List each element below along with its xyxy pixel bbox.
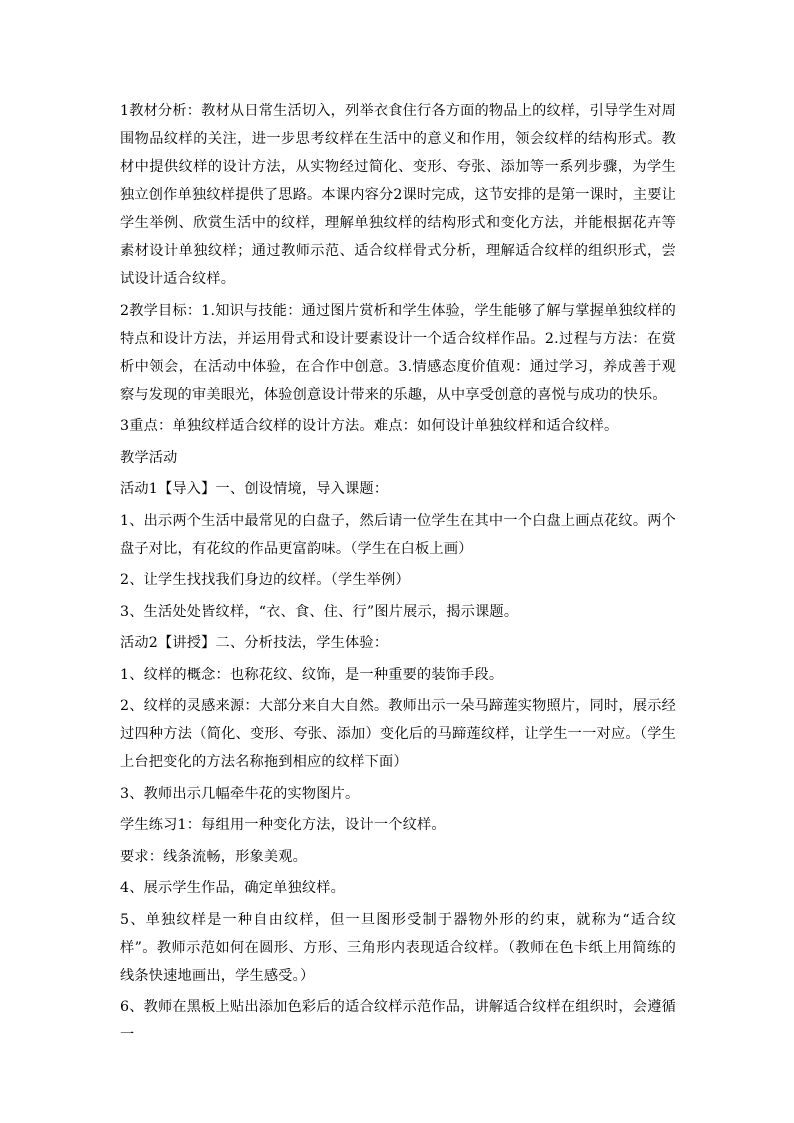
paragraph-teaching-material-analysis: 1教材分析：教材从日常生活切入，列举衣食住行各方面的物品上的纹样，引导学生对周围物品纹样的关注，进一步思考纹样在生活中的意义和作用，领会纹样的结构形式。教材中提供纹样的设计方法，从实物经过简化、变形、夸张、添加等一系列步骤，为学生独立创作单独纹样提供了思路。本课内容分2课时完成，这节安排的是第一课时，主要让学生举例、欣赏生活中的纹样，理解单独纹样的结构形式和变化方法，并能根据花卉等素材设计单独纹样；通过教师示范、适合纹样骨式分析，理解适合纹样的组织形式，尝试设计适合纹样。: [120, 103, 676, 287]
list-item: 1、出示两个生活中最常见的白盘子，然后请一位学生在其中一个白盘上画点花纹。两个盘子对比，有花纹的作品更富韵味。（学生在白板上画）: [120, 512, 676, 557]
heading-activity-1: 活动1【导入】一、创设情境，导入课题：: [120, 481, 389, 497]
lesson-plan-body: [120, 97, 676, 1053]
heading-activity-2: 活动2【讲授】二、分析技法，学生体验：: [120, 635, 389, 651]
list-item: 2、让学生找找我们身边的纹样。（学生举例）: [120, 572, 410, 588]
list-item: 3、教师出示几幅牵牛花的实物图片。: [120, 785, 360, 802]
student-exercise: 学生练习1：每组用一种变化方法，设计一个纹样。: [120, 817, 446, 833]
list-item: 5、单独纹样是一种自由纹样，但一旦图形受制于器物外形的约束，就称为“适合纹样”。教师示范如何在圆形、方形、三角形内表现适合纹样。（教师在色卡纸上用简练的线条快速地画出，学生感受。）: [120, 911, 676, 984]
list-item: 6、教师在黑板上贴出添加色彩后的适合纹样示范作品，讲解适合纹样在组织时，会遵循一: [120, 999, 676, 1043]
list-item: 3、生活处处皆纹样，“衣、食、住、行”图片展示，揭示课题。: [120, 603, 519, 620]
heading-teaching-activities: 教学活动: [120, 449, 178, 466]
paragraph-key-points: 3重点：单独纹样适合纹样的设计方法。难点：如何设计单独纹样和适合纹样。: [120, 418, 619, 434]
list-item: 2、纹样的灵感来源：大部分来自大自然。教师出示一朵马蹄莲实物照片，同时，展示经过四种方法（简化、变形、夸张、添加）变化后的马蹄莲纹样，让学生一一对应。（学生上台把变化的方法名称拖到相应的纹样下面）: [120, 698, 676, 770]
list-item: 1、纹样的概念：也称花纹、纹饰，是一种重要的装饰手段。: [120, 666, 504, 683]
requirements: 要求：线条流畅，形象美观。: [120, 848, 308, 865]
list-item: 4、展示学生作品，确定单独纹样。: [120, 880, 346, 896]
paragraph-teaching-objectives: 2教学目标：1.知识与技能：通过图片赏析和学生体验，学生能够了解与掌握单独纹样的特点和设计方法，并运用骨式和设计要素设计一个适合纹样作品。2.过程与方法：在赏析中领会，在活动中体验，在合作中创意。3.情感态度价值观：通过学习，养成善于观察与发现的审美眼光，体验创意设计带来的乐趣，从中享受创意的喜悦与成功的快乐。: [120, 302, 676, 403]
